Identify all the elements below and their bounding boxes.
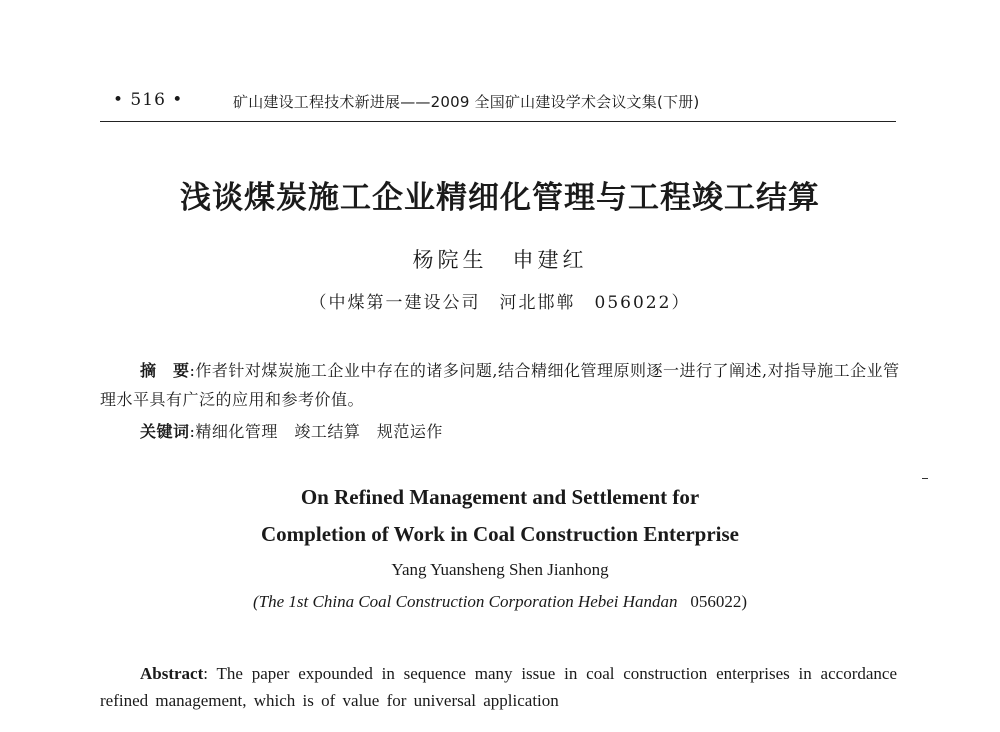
page-number: • 516 • <box>113 90 184 110</box>
chinese-abstract-label: 摘 要 <box>140 361 190 380</box>
chinese-keywords-text: :精细化管理 竣工结算 规范运作 <box>189 422 443 441</box>
running-title: 矿山建设工程技术新进展——2009 全国矿山建设学术会议文集(下册) <box>233 93 700 111</box>
english-affiliation-text: (The 1st China Coal Construction Corporation Hebei Handan <box>253 592 678 611</box>
chinese-abstract-text: :作者针对煤炭施工企业中存在的诸多问题,结合精细化管理原则逐一进行了阐述,对指导施工企业管理水平具有广泛的应用和参考价值。 <box>100 361 900 409</box>
english-abstract-label: Abstract <box>140 664 204 683</box>
english-title-line1: On Refined Management and Settlement for <box>300 485 700 509</box>
english-affiliation-code: 056022) <box>690 592 747 611</box>
chinese-abstract <box>100 356 900 414</box>
chinese-authors: 杨院生 申建红 <box>412 248 588 272</box>
scan-mark <box>922 478 928 479</box>
english-authors: Yang Yuansheng Shen Jianhong <box>391 560 609 579</box>
header-rule <box>100 121 896 122</box>
english-title-line2: Completion of Work in Coal Construction Enterprise <box>261 522 739 546</box>
chinese-affiliation: （中煤第一建设公司 河北邯郸 056022） <box>309 293 691 313</box>
chinese-keywords <box>140 419 443 442</box>
english-abstract <box>100 660 897 714</box>
chinese-keywords-label: 关键词 <box>140 422 190 441</box>
english-abstract-text: : The paper expounded in sequence many issue in coal construction enterprises in accordance refined management, which is of value for universal application <box>100 664 897 710</box>
english-affiliation <box>0 592 1000 612</box>
chinese-title: 浅谈煤炭施工企业精细化管理与工程竣工结算 <box>180 180 820 216</box>
